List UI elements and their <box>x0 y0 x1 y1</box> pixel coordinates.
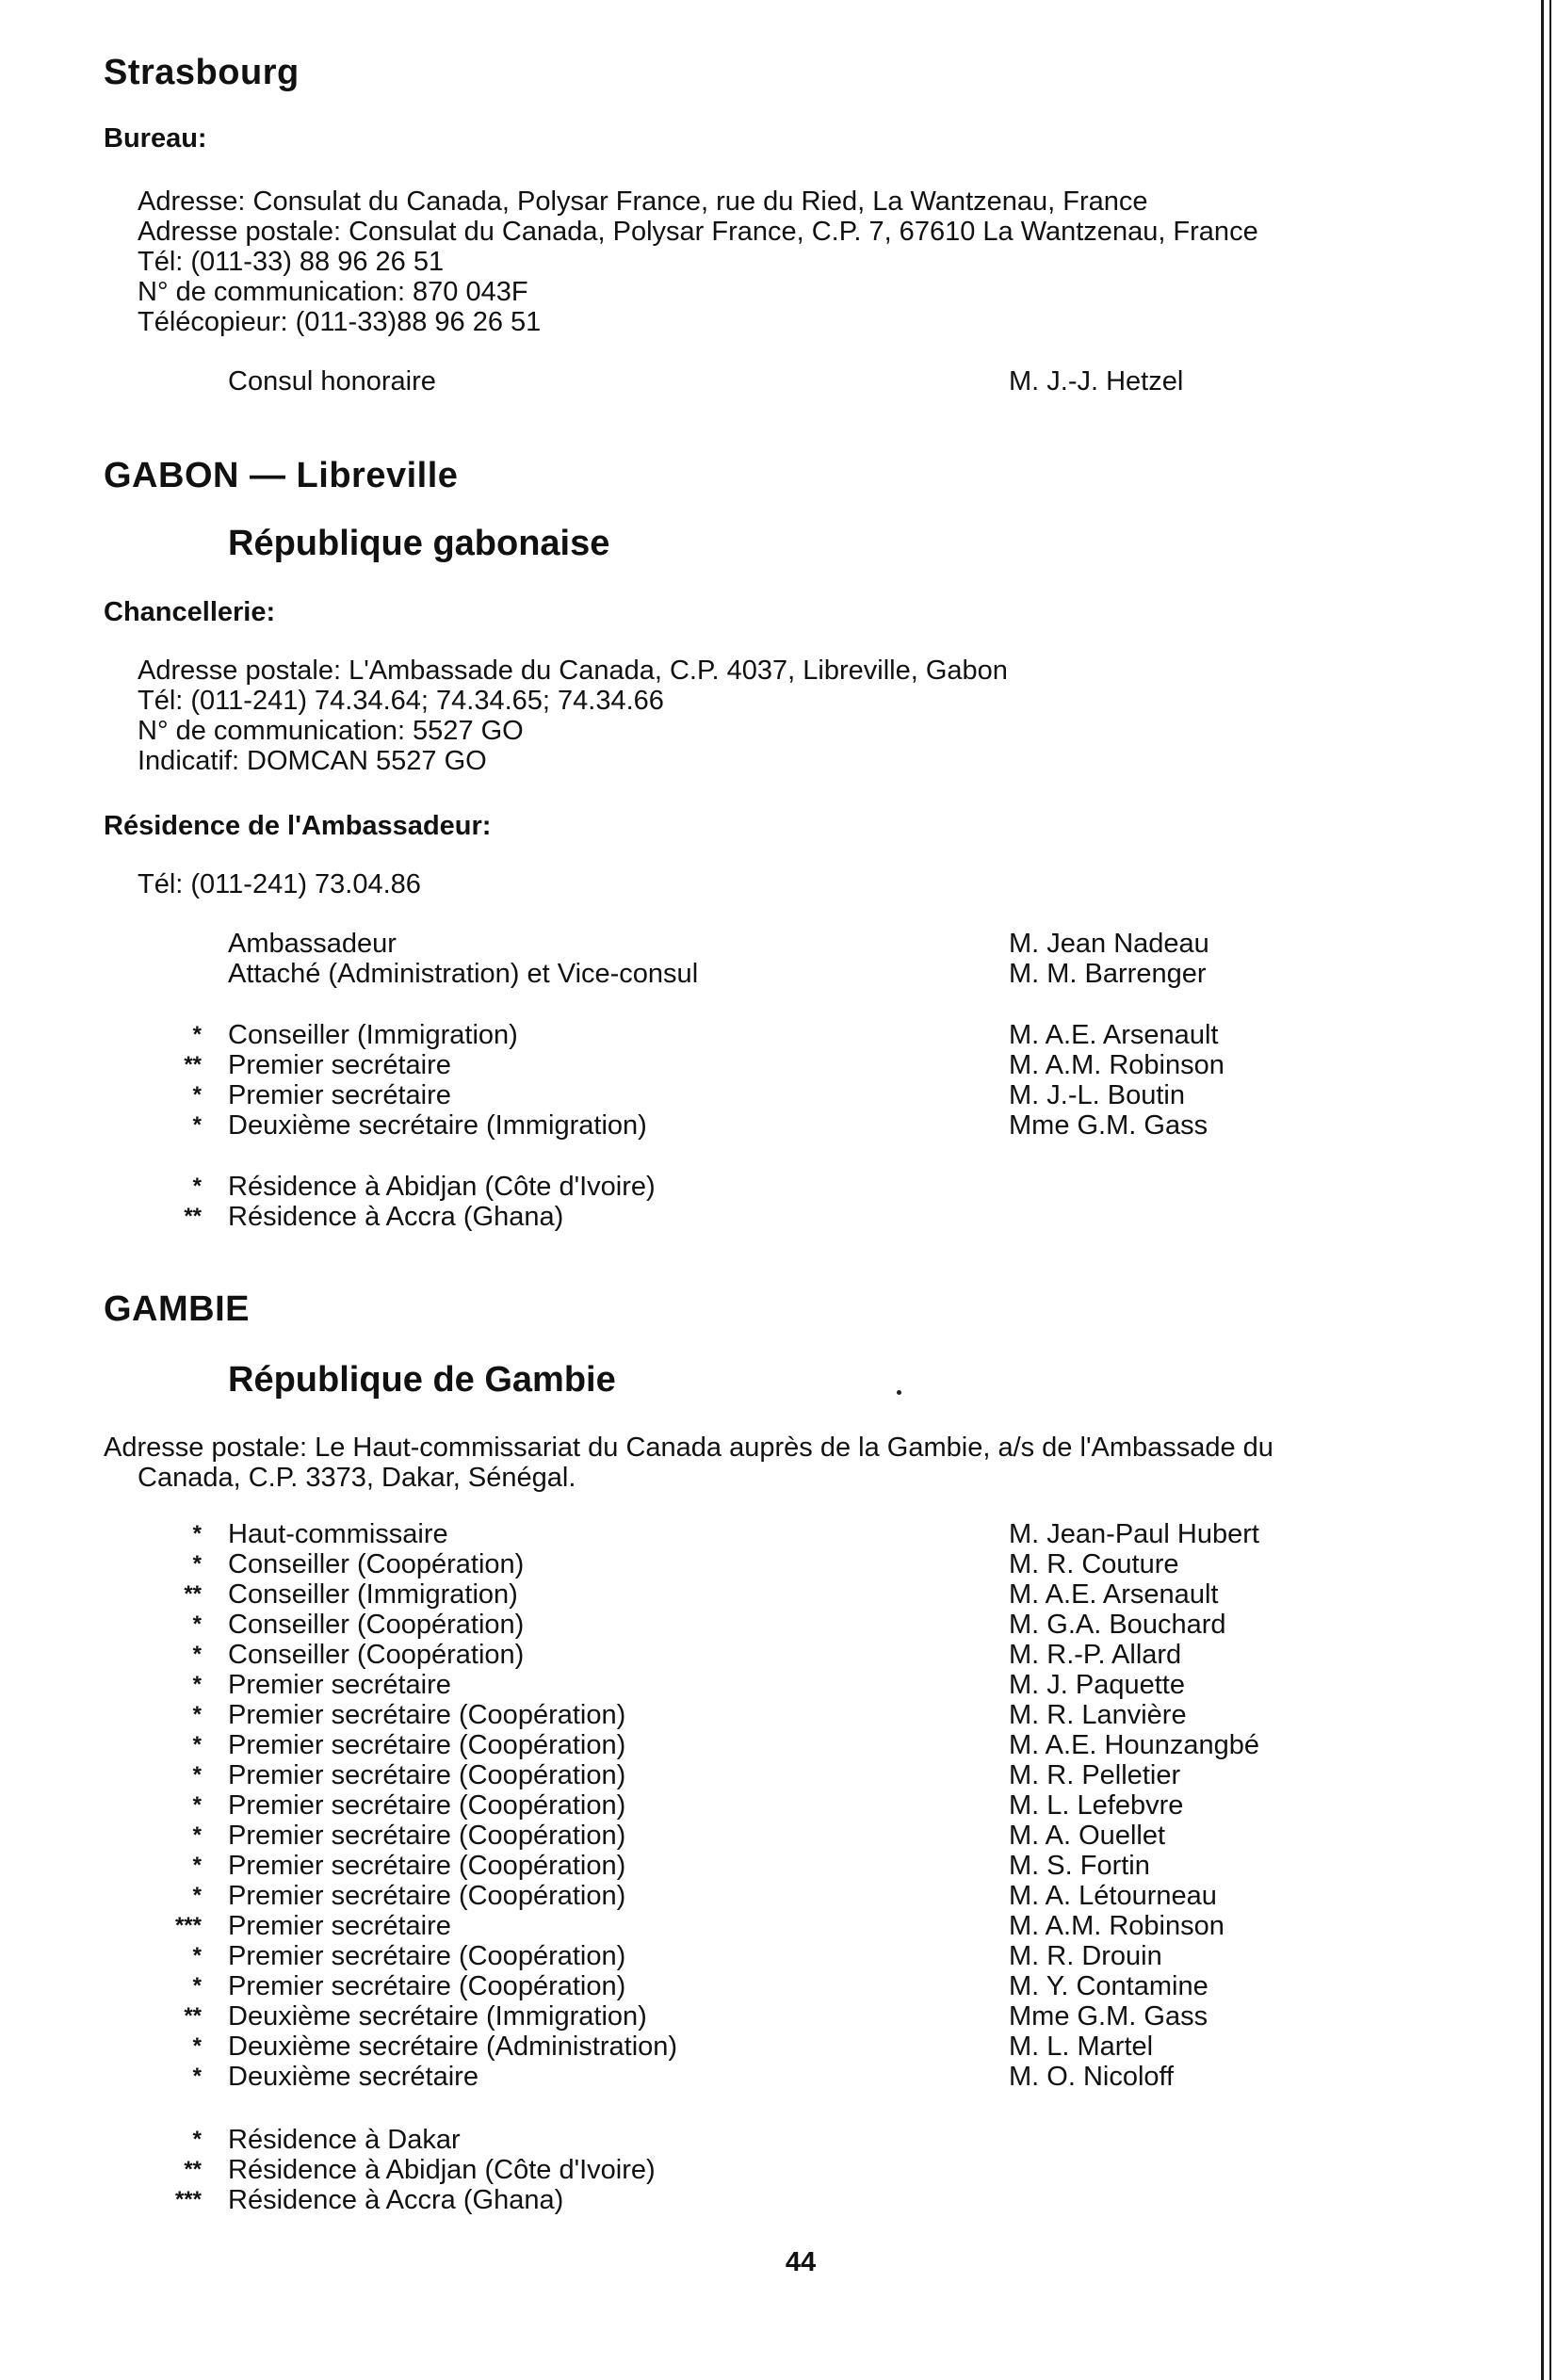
staff-name: M. J.-L. Boutin <box>1009 1080 1185 1110</box>
staff-name: M. Jean Nadeau <box>1009 929 1209 959</box>
footnote-marker: *** <box>174 1913 202 1938</box>
staff-name: M. L. Martel <box>1009 2032 1154 2062</box>
footnote-marker: * <box>192 2064 202 2089</box>
staff-title: Haut-commissaire <box>228 1519 448 1549</box>
footnote-marker: ** <box>184 1581 202 1607</box>
footnote-marker: ** <box>184 1204 202 1229</box>
staff-title: Premier secrétaire (Coopération) <box>228 1971 626 2001</box>
staff-title: Premier secrétaire (Coopération) <box>228 1790 626 1821</box>
footnote-marker: * <box>192 1853 202 1878</box>
staff-name: M. A. Ouellet <box>1009 1821 1166 1851</box>
staff-title: Attaché (Administration) et Vice-consul <box>228 959 699 989</box>
staff-name: M. A.E. Arsenault <box>1009 1579 1219 1610</box>
staff-name: M. A.E. Arsenault <box>1009 1020 1219 1050</box>
footnote-text: Résidence à Abidjan (Côte d'Ivoire) <box>228 2155 656 2185</box>
staff-name: M. R. Couture <box>1009 1549 1179 1579</box>
residence-phone: Tél: (011-241) 73.04.86 <box>138 869 421 899</box>
staff-title: Conseiller (Coopération) <box>228 1610 525 1640</box>
section-heading-gabon: GABON — Libreville <box>104 456 459 495</box>
footnote-marker: * <box>192 1521 202 1546</box>
staff-title: Premier secrétaire (Coopération) <box>228 1700 626 1730</box>
footnote-marker: * <box>192 1943 202 1968</box>
address-line: Adresse postale: L'Ambassade du Canada, C.P. 4037, Libreville, Gabon <box>138 656 1008 686</box>
staff-name: M. O. Nicoloff <box>1009 2062 1175 2092</box>
footnote-marker: * <box>192 1732 202 1757</box>
staff-name: Mme G.M. Gass <box>1009 2001 1208 2032</box>
footnote-marker: * <box>192 1822 202 1848</box>
footnote-marker: * <box>192 1174 202 1199</box>
staff-title: Deuxième secrétaire <box>228 2062 478 2092</box>
right-margin-rule-2 <box>1549 0 1551 2380</box>
staff-name: M. G.A. Bouchard <box>1009 1610 1226 1640</box>
staff-title: Premier secrétaire <box>228 1050 451 1080</box>
footnote-marker: * <box>192 1082 202 1108</box>
footnote-text: Résidence à Dakar <box>228 2125 461 2155</box>
staff-title: Conseiller (Immigration) <box>228 1020 518 1050</box>
page-number: 44 <box>785 2247 817 2277</box>
staff-title: Premier secrétaire (Coopération) <box>228 1760 626 1790</box>
footnote-marker: * <box>192 1022 202 1047</box>
footnote-marker: ** <box>184 2157 202 2182</box>
staff-name: M. Y. Contamine <box>1009 1971 1208 2001</box>
staff-title: Premier secrétaire (Coopération) <box>228 1941 626 1971</box>
stray-mark <box>897 1390 901 1395</box>
address-line: Tél: (011-33) 88 96 26 51 <box>138 247 445 277</box>
staff-name: M. A.M. Robinson <box>1009 1050 1225 1080</box>
footnote-marker: * <box>192 1973 202 1999</box>
staff-title: Premier secrétaire (Coopération) <box>228 1851 626 1881</box>
staff-title: Premier secrétaire (Coopération) <box>228 1881 626 1911</box>
staff-name: M. R. Lanvière <box>1009 1700 1187 1730</box>
staff-name: M. S. Fortin <box>1009 1851 1150 1881</box>
footnote-marker: *** <box>174 2187 202 2212</box>
address-line: Adresse postale: Le Haut-commissariat du Canada auprès de la Gambie, a/s de l'Ambassade du <box>104 1433 1273 1463</box>
footnote-text: Résidence à Accra (Ghana) <box>228 2185 564 2215</box>
staff-title: Premier secrétaire <box>228 1670 451 1700</box>
staff-name: M. A.E. Hounzangbé <box>1009 1730 1259 1760</box>
strasbourg-address-block <box>138 186 1258 337</box>
address-line: Adresse postale: Consulat du Canada, Polysar France, C.P. 7, 67610 La Wantzenau, France <box>138 217 1258 247</box>
staff-name: M. A.M. Robinson <box>1009 1911 1225 1941</box>
staff-title: Deuxième secrétaire (Administration) <box>228 2032 678 2062</box>
section-heading-strasbourg: Strasbourg <box>104 53 300 92</box>
address-line: Tél: (011-241) 74.34.64; 74.34.65; 74.34.66 <box>138 686 664 716</box>
footnote-marker: * <box>192 1792 202 1818</box>
staff-name: M. R. Pelletier <box>1009 1760 1181 1790</box>
staff-name: M. Jean-Paul Hubert <box>1009 1519 1259 1549</box>
staff-name: M. J.-J. Hetzel <box>1009 366 1184 397</box>
staff-title: Ambassadeur <box>228 929 397 959</box>
footnote-marker: * <box>192 1112 202 1138</box>
gambie-address <box>104 1433 1460 1493</box>
staff-title: Premier secrétaire <box>228 1080 451 1110</box>
staff-name: M. M. Barrenger <box>1009 959 1207 989</box>
footnote-marker: * <box>192 2033 202 2059</box>
staff-title: Conseiller (Coopération) <box>228 1549 525 1579</box>
staff-title: Conseiller (Coopération) <box>228 1640 525 1670</box>
residence-label: Résidence de l'Ambassadeur: <box>104 811 492 841</box>
staff-title: Consul honoraire <box>228 366 436 397</box>
address-line: N° de communication: 5527 GO <box>138 716 524 746</box>
footnote-text: Résidence à Accra (Ghana) <box>228 1202 564 1232</box>
address-line: N° de communication: 870 043F <box>138 277 528 307</box>
staff-name: M. R. Drouin <box>1009 1941 1162 1971</box>
gabon-chancellerie-block <box>138 656 1008 776</box>
address-line: Adresse: Consulat du Canada, Polysar France, rue du Ried, La Wantzenau, France <box>138 186 1148 217</box>
address-line: Canada, C.P. 3373, Dakar, Sénégal. <box>138 1463 576 1493</box>
footnote-marker: * <box>192 1883 202 1908</box>
staff-title: Deuxième secrétaire (Immigration) <box>228 2001 647 2032</box>
staff-title: Premier secrétaire (Coopération) <box>228 1821 626 1851</box>
footnote-marker: ** <box>184 2003 202 2029</box>
staff-title: Premier secrétaire <box>228 1911 451 1941</box>
staff-title: Premier secrétaire (Coopération) <box>228 1730 626 1760</box>
footnote-marker: ** <box>184 1052 202 1077</box>
staff-name: M. R.-P. Allard <box>1009 1640 1182 1670</box>
chancellerie-label: Chancellerie: <box>104 597 276 627</box>
footnote-marker: * <box>192 1642 202 1667</box>
bureau-label: Bureau: <box>104 123 207 154</box>
footnote-marker: * <box>192 1551 202 1577</box>
footnote-marker: * <box>192 2127 202 2152</box>
section-heading-gambie: GAMBIE <box>104 1289 250 1329</box>
staff-title: Conseiller (Immigration) <box>228 1579 518 1610</box>
staff-name: M. L. Lefebvre <box>1009 1790 1184 1821</box>
right-margin-rule <box>1541 0 1544 2380</box>
footnote-marker: * <box>192 1762 202 1788</box>
staff-name: Mme G.M. Gass <box>1009 1110 1208 1141</box>
staff-name: M. J. Paquette <box>1009 1670 1185 1700</box>
section-subheading-gabon: République gabonaise <box>228 524 610 563</box>
staff-title: Deuxième secrétaire (Immigration) <box>228 1110 647 1141</box>
section-subheading-gambie: République de Gambie <box>228 1360 616 1400</box>
address-line: Télécopieur: (011-33)88 96 26 51 <box>138 307 542 337</box>
footnote-marker: * <box>192 1611 202 1637</box>
footnote-text: Résidence à Abidjan (Côte d'Ivoire) <box>228 1172 656 1202</box>
footnote-marker: * <box>192 1672 202 1697</box>
address-line: Indicatif: DOMCAN 5527 GO <box>138 746 487 776</box>
footnote-marker: * <box>192 1702 202 1727</box>
staff-name: M. A. Létourneau <box>1009 1881 1217 1911</box>
